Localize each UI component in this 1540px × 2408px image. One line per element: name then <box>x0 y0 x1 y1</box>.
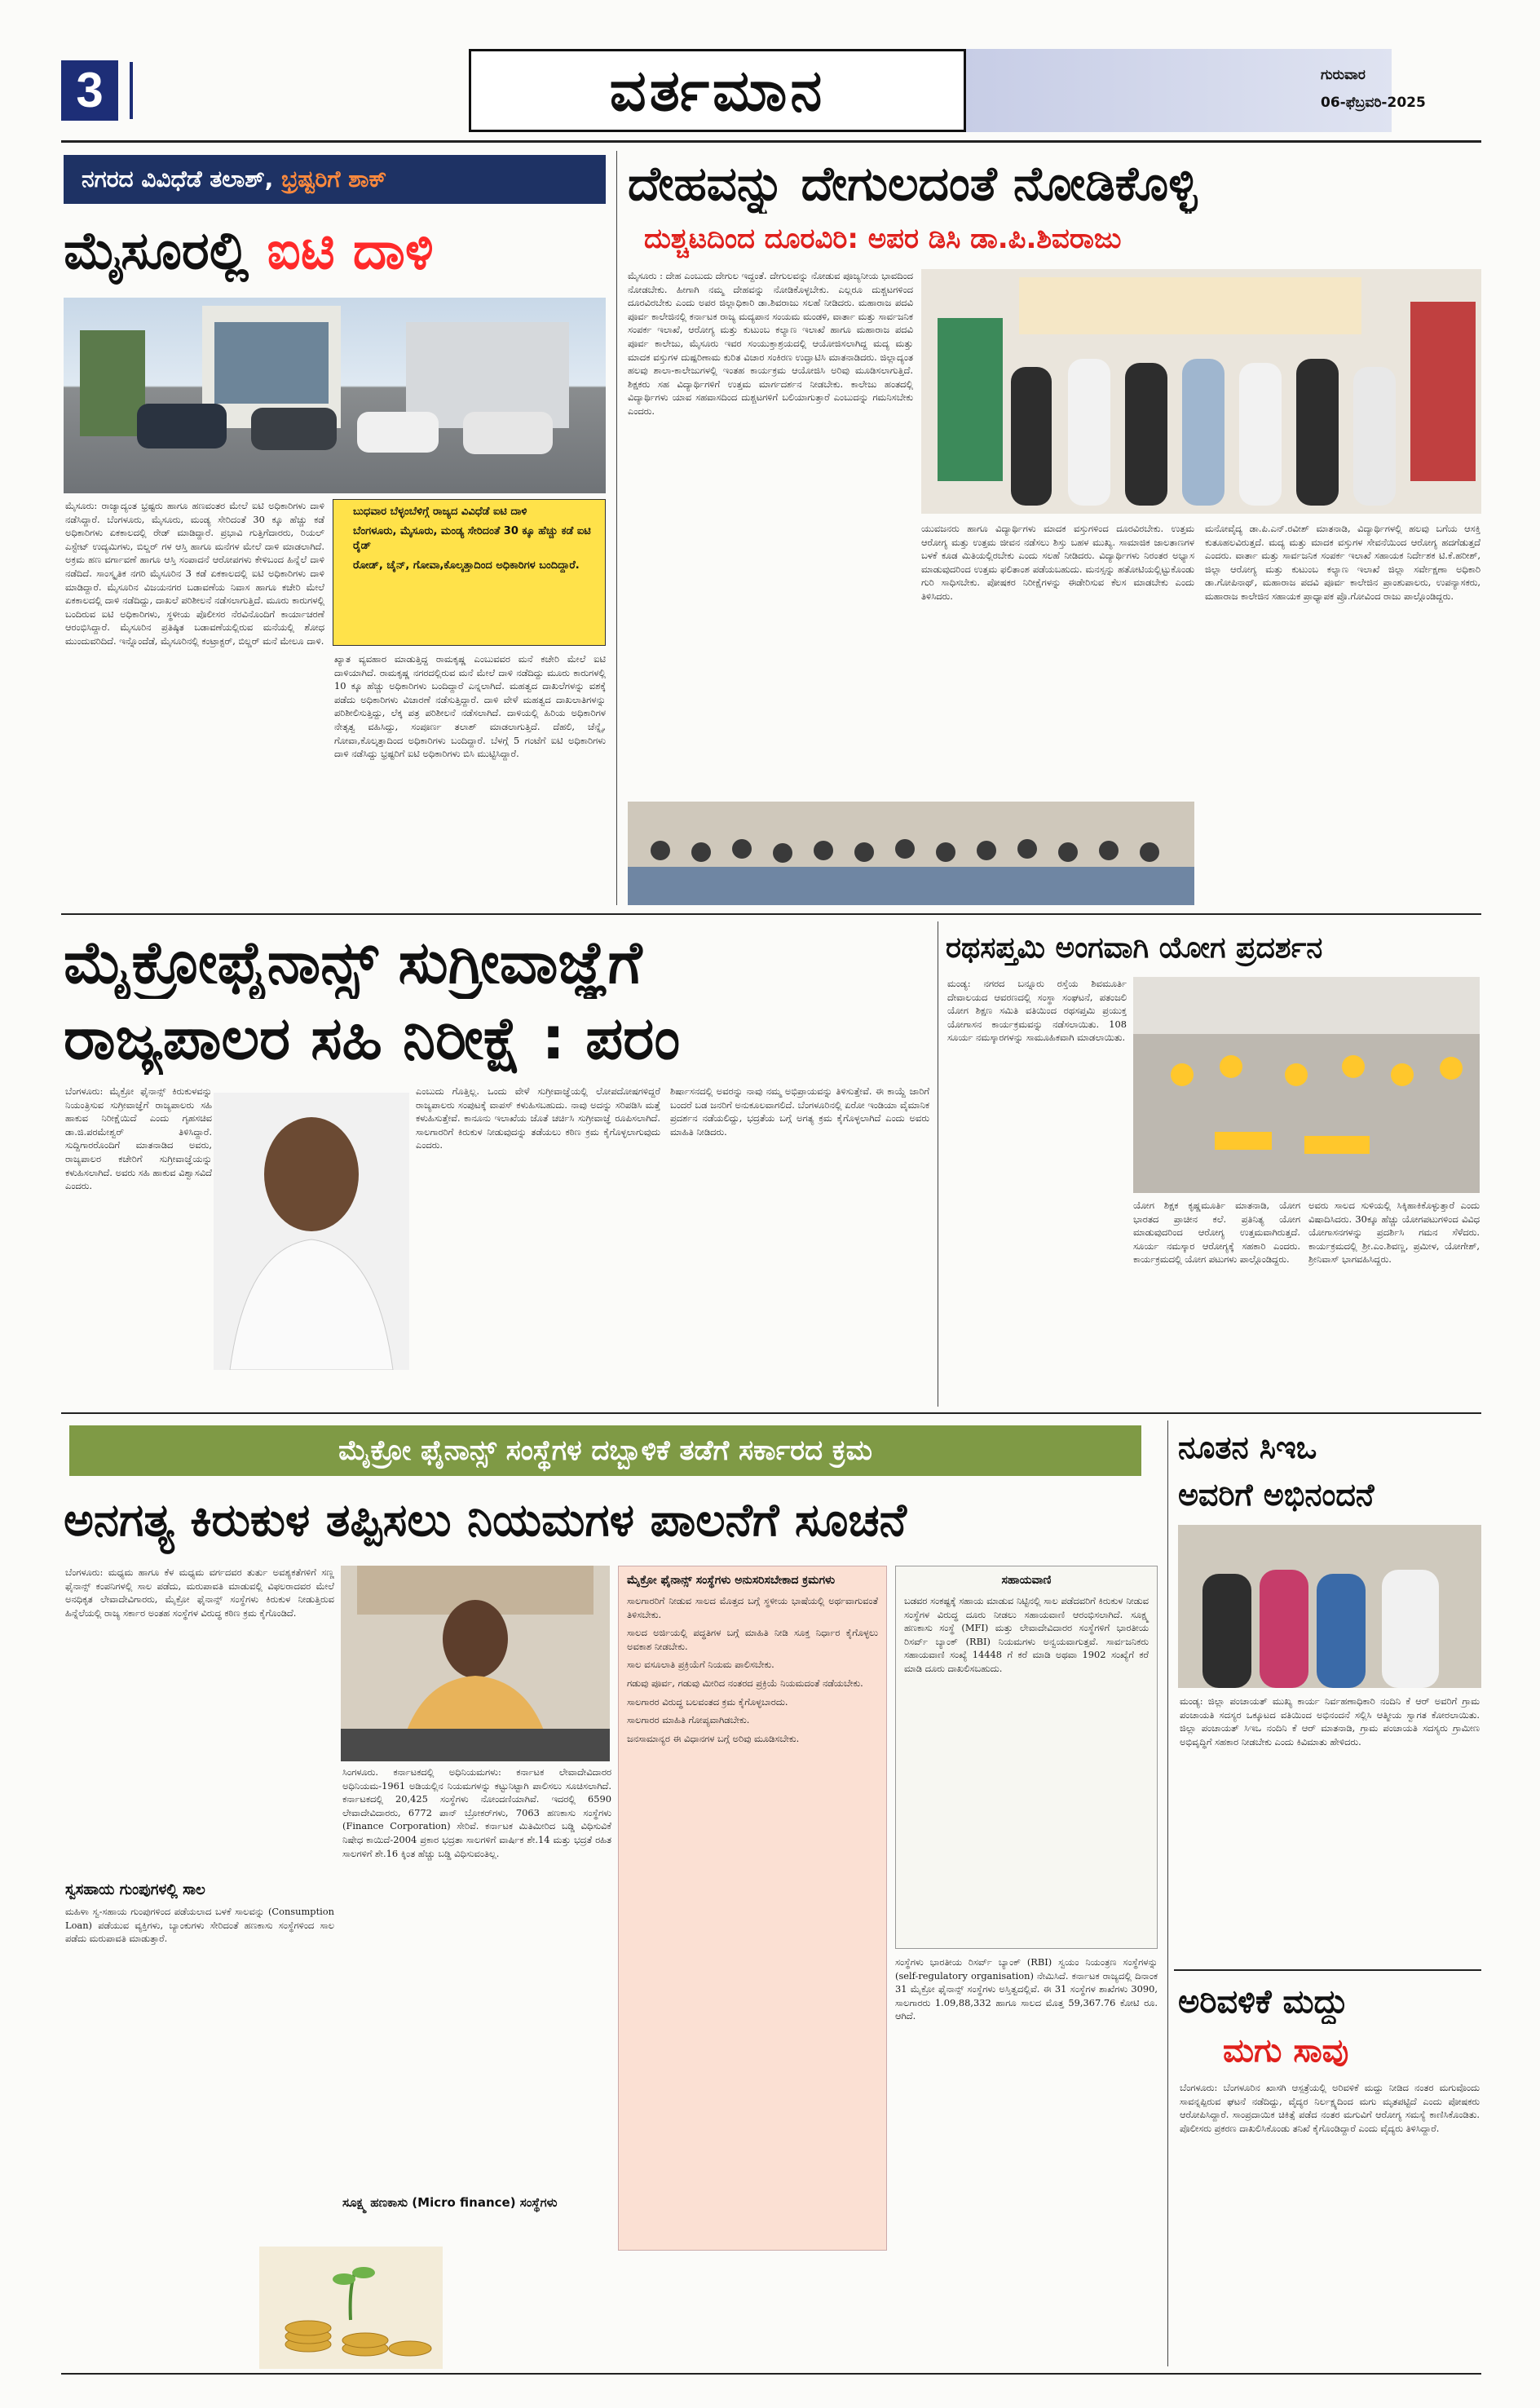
temple-headline: ದೇಹವನ್ನು ದೇಗುಲದಂತೆ ನೋಡಿಕೊಳ್ಳಿ <box>628 156 1198 211</box>
minister-portrait <box>214 1093 409 1370</box>
ceo-scene <box>1178 1525 1481 1688</box>
temple-col1: ಮೈಸೂರು : ದೇಹ ಎಂಬುದು ದೇಗುಲ ಇದ್ದಂತೆ. ದೇಗುಲವನ್ನು ನೋಡುವ ಪೂಜ್ಯನೀಯ ಭಾವದಿಂದ ನೋಡಬೇಕು. ಹೀಗಾಗಿ ನಮ್ಮ ದೇಹವನ್ನು ನೋಡಿಕೊಳ್ಳಬೇಕು. ಎಲ್ಲರೂ ದುಶ್ಚಟಗಳಿಂದ ದೂರವಿರಬೇಕು ಎಂದು ಅಪರ ಜಿಲ್ಲಾಧಿಕಾರಿ ಡಾ.ಶಿವರಾಜು ಸಲಹೆ ನೀಡಿದರು. ಮಹಾರಾಜ ಪದವಿ ಪೂರ್ವ ಕಾಲೇಜಿನಲ್ಲಿ ಕರ್ನಾಟಕ ರಾಜ್ಯ ಮದ್ಯಪಾನ ಸಂಯಮ ಮಂಡಳಿ, ವಾರ್ತಾ ಮತ್ತು ಸಾರ್ವಜನಿಕ ಸಂಪರ್ಕ ಇಲಾಖೆ, ಆರೋಗ್ಯ ಮತ್ತು ಕುಟುಂಬ ಕಲ್ಯಾಣ ಇಲಾಖೆ ಹಾಗೂ ಮಹಾರಾಜ ಪದವಿ ಪೂರ್ವ ಕಾಲೇಜು, ಮೈಸೂರು ಇವರ ಸಂಯುಕ್ತಾಶ್ರಯದಲ್ಲಿ ಆಯೋಜಿಸಲಾಗಿದ್ದ ಮದ್ಯ ಮತ್ತು ಮಾದಕ ವಸ್ತುಗಳ ದುಷ್ಪರಿಣಾಮ ಕುರಿತ ವಿಚಾರ ಸಂಕಿರಣ ಉದ್ಘಾಟಿಸಿ ಮಾತನಾಡಿದರು. ಜಿಲ್ಲಾದ್ಯಂತ ಹಲವು ಶಾಲಾ-ಕಾಲೇಜುಗಳಲ್ಲಿ ಇಂತಹ ಕಾರ್ಯಕ್ರಮ ಆಯೋಜಿಸಿ ಅರಿವು ಮೂಡಿಸಲಾಗುತ್ತಿದೆ. ಶಿಕ್ಷಕರು ಸಹ ವಿದ್ಯಾರ್ಥಿಗಳಿಗೆ ಉತ್ತಮ ಮಾರ್ಗದರ್ಶನ ನೀಡಬೇಕು. ಕಾಲೇಜು ಹಂತದಲ್ಲಿ ವಿದ್ಯಾರ್ಥಿಗಳು ಯಾವ ಸಹವಾಸದಿಂದ ದುಶ್ಚಟಗಳಿಗೆ ಬಲಿಯಾಗುತ್ತಾರೆ ಎಂಬುದನ್ನು ಗಮನಿಸಬೇಕು ಎಂದರು. <box>628 270 913 417</box>
yoga-headline: ರಥಸಪ್ತಮಿ ಅಂಗವಾಗಿ ಯೋಗ ಪ್ರದರ್ಶನ <box>946 931 1323 965</box>
yoga-photo <box>1133 977 1480 1193</box>
column-divider <box>1167 1420 1168 2366</box>
ceo-headline-2: ಅವರಿಗೆ ಅಭಿನಂದನೆ <box>1178 1477 1375 1513</box>
param-col3: ಶಿರ್ಷಾಸನದಲ್ಲಿ ಅವರನ್ನು ನಾವು ನಮ್ಮ ಅಭಿಪ್ರಾಯವನ್ನು ತಿಳಿಸುತ್ತೇವೆ. ಈ ಕಾಯ್ದೆ ಜಾರಿಗೆ ಬಂದರೆ ಬಡ ಜನರಿಗೆ ಅನುಕೂಲವಾಗಲಿದೆ. ಬೆಂಗಳೂರಿನಲ್ಲಿ ಏರೋ ಇಂಡಿಯಾ ವೈಮಾನಿಕ ಪ್ರದರ್ಶನ ನಡೆಯಲಿದ್ದು, ಭದ್ರತೆಯ ಬಗ್ಗೆ ಅಗತ್ಯ ಕ್ರಮ ಕೈಗೊಳ್ಳಲಾಗಿದೆ ಎಂದು ಅವರು ಮಾಹಿತಿ ನೀಡಿದರು. <box>670 1085 929 1138</box>
section-rule <box>61 1412 1481 1414</box>
mf-col1b: ಮಹಿಳಾ ಸ್ವ-ಸಹಾಯ ಗುಂಪುಗಳಿಂದ ಪಡೆಯಲಾದ ಬಳಕೆ ಸಾಲವನ್ನು (Consumption Loan) ಪಡೆಯುವ ವ್ಯಕ್ತಿಗಳು, ಬ್ಯಾಂಕುಗಳು ಸೇರಿದಂತೆ ಹಣಕಾಸು ಸಂಸ್ಥೆಗಳಿಂದ ಸಾಲ ಪಡೆದು ಮರುಪಾವತಿ ಮಾಡುತ್ತಾರೆ. <box>65 1906 334 1945</box>
ceo-photo <box>1178 1525 1481 1688</box>
temple-col2: ಯುವಜನರು ಹಾಗೂ ವಿದ್ಯಾರ್ಥಿಗಳು ಮಾದಕ ವಸ್ತುಗಳಿಂದ ದೂರವಿರಬೇಕು. ಉತ್ತಮ ಆರೋಗ್ಯ ಮತ್ತು ಉತ್ತಮ ಜೀವನ ನಡೆಸಲು ಶಿಸ್ತು ಬಹಳ ಮುಖ್ಯ. ಸಾಮಾಜಿಕ ಜಾಲತಾಣಗಳ ಬಳಕೆ ಕೂಡ ಮಿತಿಯಲ್ಲಿರಬೇಕು ಎಂದು ಸಲಹೆ ನೀಡಿದರು. ವಿದ್ಯಾರ್ಥಿಗಳು ನಿರಂತರ ಅಭ್ಯಾಸ ಮಾಡುವುದರಿಂದ ಉತ್ತಮ ಫಲಿತಾಂಶ ಪಡೆಯಬಹುದು. ಮನಸ್ಸನ್ನು ಹತೋಟಿಯಲ್ಲಿಟ್ಟುಕೊಂಡು ಗುರಿ ಸಾಧಿಸಬೇಕು. ಪೋಷಕರ ನಿರೀಕ್ಷೆಗಳನ್ನು ಈಡೇರಿಸುವ ಕೆಲಸ ಮಾಡಬೇಕು ಎಂದು ತಿಳಿಸಿದರು. <box>921 523 1194 602</box>
param-photo <box>214 1093 409 1370</box>
highlight-item: ಬುಧವಾರ ಬೆಳ್ಳಂಬೆಳಿಗ್ಗೆ ರಾಜ್ಯದ ವಿವಿಧೆಡೆ ಐಟಿ ದಾಳಿ <box>353 506 527 518</box>
param-col1: ಬೆಂಗಳೂರು: ಮೈಕ್ರೋ ಫೈನಾನ್ಸ್ ಕಿರುಕುಳವನ್ನು ನಿಯಂತ್ರಿಸುವ ಸುಗ್ರೀವಾಜ್ಞೆಗೆ ರಾಜ್ಯಪಾಲರು ಸಹಿ ಹಾಕುವ ನಿರೀಕ್ಷೆಯಿದೆ ಎಂದು ಗೃಹಸಚಿವ ಡಾ.ಜಿ.ಪರಮೇಶ್ವರ್ ತಿಳಿಸಿದ್ದಾರೆ. ಸುದ್ದಿಗಾರರೊಂದಿಗೆ ಮಾತನಾಡಿದ ಅವರು, ರಾಜ್ಯಪಾಲರ ಕಚೇರಿಗೆ ಸುಗ್ರೀವಾಜ್ಞೆಯನ್ನು ಕಳುಹಿಸಲಾಗಿದೆ. ಅವರು ಸಹಿ ಹಾಕುವ ವಿಶ್ವಾಸವಿದೆ ಎಂದರು. <box>65 1085 212 1192</box>
mf-col4: ಸಂಸ್ಥೆಗಳು ಭಾರತೀಯ ರಿಸರ್ವ್ ಬ್ಯಾಂಕ್ (RBI) ಸ್ವಯಂ ನಿಯಂತ್ರಣ ಸಂಸ್ಥೆಗಳನ್ನು (self-regulatory organisation) ನೇಮಿಸಿದೆ. ಕರ್ನಾಟಕ ರಾಜ್ಯದಲ್ಲಿ ದಿನಾಂಕ 31 ಮೈಕ್ರೋ ಫೈನಾನ್ಸ್ ಸಂಸ್ಥೆಗಳು ಅಸ್ತಿತ್ವದಲ್ಲಿವೆ. ಈ 31 ಸಂಸ್ಥೆಗಳ ಶಾಖೆಗಳು 3090, ಸಾಲಗಾರರು 1.09,88,332 ಹಾಗೂ ಸಾಲದ ಮೊತ್ತ 59,367.76 ಕೋಟಿ ರೂ. ಆಗಿದೆ. <box>895 1956 1158 2022</box>
mf-coins-photo <box>259 2247 443 2369</box>
page-number: 3 <box>61 60 118 121</box>
masthead-day: ಗುರುವಾರ <box>1321 67 1366 83</box>
list-item: ಸಾಲಗಾರರ ಮಾಹಿತಿ ಗೋಪ್ಯವಾಗಿಡಬೇಕು. <box>627 1714 750 1726</box>
temple-col3: ಮನೋವೈದ್ಯ ಡಾ.ಪಿ.ಎನ್.ರವೀಶ್ ಮಾತನಾಡಿ, ವಿದ್ಯಾರ್ಥಿಗಳಲ್ಲಿ ಹಲವು ಬಗೆಯ ಆಸಕ್ತಿ ಕುತೂಹಲವಿರುತ್ತದೆ. ಮದ್ಯ ಮತ್ತು ಮಾದಕ ವಸ್ತುಗಳ ಸೇವನೆಯಿಂದ ಆರೋಗ್ಯ ಹದಗೆಡುತ್ತದೆ ಎಂದರು. ವಾರ್ತಾ ಮತ್ತು ಸಾರ್ವಜನಿಕ ಸಂಪರ್ಕ ಇಲಾಖೆ ಸಹಾಯಕ ನಿರ್ದೇಶಕ ಟಿ.ಕೆ.ಹರೀಶ್, ಜಿಲ್ಲಾ ಆರೋಗ್ಯ ಮತ್ತು ಕುಟುಂಬ ಕಲ್ಯಾಣ ಇಲಾಖೆ ಜಿಲ್ಲಾ ಸರ್ವೇಕ್ಷಣಾ ಅಧಿಕಾರಿ ಡಾ.ಗೋಪಿನಾಥ್, ಮಹಾರಾಜ ಪದವಿ ಪೂರ್ವ ಕಾಲೇಜಿನ ಪ್ರಾಂಶುಪಾಲರು, ಉಪನ್ಯಾಸಕರು, ಮಹಾರಾಜ ಕಾಲೇಜಿನ ಸಹಾಯಕ ಪ್ರಾಧ್ಯಾಪಕ ಪ್ರೊ.ಗೋವಿಂದ ರಾಜು ಪಾಲ್ಗೊಂಡಿದ್ದರು. <box>1205 523 1480 602</box>
yoga-scene <box>1133 977 1480 1193</box>
minister-portrait-2 <box>341 1566 610 1761</box>
yoga-col3: ಅವರು ಸಾಲದ ಸುಳಿಯಲ್ಲಿ ಸಿಕ್ಕಿಹಾಕಿಕೊಳ್ಳುತ್ತಾರೆ ಎಂದು ವಿಷಾದಿಸಿದರು. 30ಕ್ಕೂ ಹೆಚ್ಚು ಯೋಗಪಟುಗಳಿಂದ ವಿವಿಧ ಯೋಗಾಸನಗಳನ್ನು ಪ್ರದರ್ಶಿಸಿ ಗಮನ ಸೆಳೆದರು. ಕಾರ್ಯಕ್ರಮದಲ್ಲಿ ಶ್ರೀ.ಎಂ.ಶಿವಣ್ಣ, ಪ್ರಮೀಳ, ಯೋಗೇಶ್, ಶ್ರೀನಿವಾಸ್ ಭಾಗವಹಿಸಿದ್ದರು. <box>1308 1200 1480 1266</box>
mf-box1 <box>618 1566 887 2251</box>
mf-box1-title: ಮೈಕ್ರೋ ಫೈನಾನ್ಸ್ ಸಂಸ್ಥೆಗಳು ಅನುಸರಿಸಬೇಕಾದ ಕ್ರಮಗಳು <box>627 1574 836 1587</box>
temple-photo-scene <box>921 269 1481 514</box>
masthead-strip <box>966 49 1392 132</box>
it-raid-photo-scene <box>64 298 606 493</box>
it-raid-headline <box>64 210 606 292</box>
it-raid-photo <box>64 298 606 493</box>
column-divider <box>616 151 617 905</box>
mf-box2-title: ಸಹಾಯವಾಣಿ <box>1001 1574 1052 1587</box>
it-raid-kicker-main: ನಗರದ ವಿವಿಧೆಡೆ ತಲಾಶ್, <box>82 166 282 192</box>
mf-box2-text: ಬಡವರ ಸಂಕಷ್ಟಕ್ಕೆ ಸಹಾಯ ಮಾಡುವ ನಿಟ್ಟಿನಲ್ಲಿ ಸಾಲ ಪಡೆದವರಿಗೆ ಕಿರುಕುಳ ನೀಡುವ ಸಂಸ್ಥೆಗಳ ವಿರುದ್ಧ ದೂರು ನೀಡಲು ಸಹಾಯವಾಣಿ ಆರಂಭಿಸಲಾಗಿದೆ. ಸೂಕ್ಷ್ಮ ಹಣಕಾಸು ಸಂಸ್ಥೆ (MFI) ಮತ್ತು ಲೇವಾದೇವಿದಾರರ ಸಂಸ್ಥೆಗಳಿಗೆ ಭಾರತೀಯ ರಿಸರ್ವ್ ಬ್ಯಾಂಕ್ (RBI) ನಿಯಮಗಳು ಅನ್ವಯವಾಗುತ್ತವೆ. ಸಾರ್ವಜನಿಕರು ಸಹಾಯವಾಣಿ ಸಂಖ್ಯೆ 14448 ಗೆ ಕರೆ ಮಾಡಿ ಅಥವಾ 1902 ಸಂಖ್ಯೆಗೆ ಕರೆ ಮಾಡಿ ದೂರು ದಾಖಲಿಸಬಹುದು. <box>904 1595 1149 1674</box>
it-raid-headline-accent: ಐಟಿ ದಾಳಿ <box>267 221 434 281</box>
masthead-title: ವರ್ತಮಾನ <box>469 49 966 132</box>
param-col2: ಎಂಬುದು ಗೊತ್ತಿಲ್ಲ. ಒಂದು ವೇಳೆ ಸುಗ್ರೀವಾಜ್ಞೆಯಲ್ಲಿ ಲೋಪದೋಷಗಳಿದ್ದರೆ ರಾಜ್ಯಪಾಲರು ಸಂಪುಟಕ್ಕೆ ವಾಪಸ್ ಕಳುಹಿಸಬಹುದು. ನಾವು ಅದನ್ನು ಸರಿಪಡಿಸಿ ಮತ್ತೆ ಕಳುಹಿಸುತ್ತೇವೆ. ಕಾನೂನು ಇಲಾಖೆಯ ಜೊತೆ ಚರ್ಚಿಸಿ ಸುಗ್ರೀವಾಜ್ಞೆ ರೂಪಿಸಲಾಗಿದೆ. ಸಾಲಗಾರರಿಗೆ ಕಿರುಕುಳ ನೀಡುವುದನ್ನು ತಡೆಯಲು ಕಠಿಣ ಕ್ರಮ ಕೈಗೊಳ್ಳಲಾಗುವುದು ಎಂದರು. <box>416 1085 660 1151</box>
mf-box2 <box>895 1566 1158 1949</box>
yoga-col2: ಯೋಗ ಶಿಕ್ಷಕ ಕೃಷ್ಣಮೂರ್ತಿ ಮಾತನಾಡಿ, ಯೋಗ ಭಾರತದ ಪ್ರಾಚೀನ ಕಲೆ. ಪ್ರತಿನಿತ್ಯ ಯೋಗ ಮಾಡುವುದರಿಂದ ಆರೋಗ್ಯ ಉತ್ತಮವಾಗಿರುತ್ತದೆ. ಸೂರ್ಯ ನಮಸ್ಕಾರ ಆರೋಗ್ಯಕ್ಕೆ ಸಹಕಾರಿ ಎಂದರು. ಕಾರ್ಯಕ್ರಮದಲ್ಲಿ ಯೋಗ ಪಟುಗಳು ಪಾಲ್ಗೊಂಡಿದ್ದರು. <box>1133 1200 1300 1266</box>
ceo-text: ಮಂಡ್ಯ: ಜಿಲ್ಲಾ ಪಂಚಾಯತ್ ಮುಖ್ಯ ಕಾರ್ಯ ನಿರ್ವಹಣಾಧಿಕಾರಿ ನಂದಿನಿ ಕೆ ಆರ್ ಅವರಿಗೆ ಗ್ರಾಮ ಪಂಚಾಯತಿ ಸದಸ್ಯರ ಒಕ್ಕೂಟದ ವತಿಯಿಂದ ಅಭಿನಂದನೆ ಸಲ್ಲಿಸಿ ಆತ್ಮೀಯ ಸ್ವಾಗತ ಕೋರಲಾಯಿತು. ಜಿಲ್ಲಾ ಪಂಚಾಯತ್ ಸಿಇಒ ನಂದಿನಿ ಕೆ ಆರ್ ಮಾತನಾಡಿ, ಗ್ರಾಮ ಪಂಚಾಯತಿ ಸದಸ್ಯರು ಗ್ರಾಮೀಣ ಅಭಿವೃದ್ಧಿಗೆ ಸಹಕಾರ ನೀಡಬೇಕು ಎಂದು ಕಿವಿಮಾತು ಹೇಳಿದರು. <box>1180 1695 1480 1747</box>
list-item: ಗಡುವು ಪೂರ್ವ, ಗಡುವು ಮೀರಿದ ನಂತರದ ಪ್ರಕ್ರಿಯೆ ನಿಯಮದಂತೆ ನಡೆಯಬೇಕು. <box>627 1677 863 1689</box>
child-text: ಬೆಂಗಳೂರು: ಬೆಂಗಳೂರಿನ ಖಾಸಗಿ ಆಸ್ಪತ್ರೆಯಲ್ಲಿ ಅರಿವಳಿಕೆ ಮದ್ದು ನೀಡಿದ ನಂತರ ಮಗುವೊಂದು ಸಾವನ್ನಪ್ಪಿರುವ ಘಟನೆ ನಡೆದಿದ್ದು, ವೈದ್ಯರ ನಿರ್ಲಕ್ಷ್ಯದಿಂದ ಮಗು ಮೃತಪಟ್ಟಿದೆ ಎಂದು ಪೋಷಕರು ಆರೋಪಿಸಿದ್ದಾರೆ. ಸಾಂಪ್ರದಾಯಿಕ ಚಿಕಿತ್ಸೆ ಪಡೆದ ನಂತರ ಮಗುವಿಗೆ ಆರೋಗ್ಯ ಸಮಸ್ಯೆ ಕಾಣಿಸಿಕೊಂಡಿತು. ಪೊಲೀಸರು ಪ್ರಕರಣ ದಾಖಲಿಸಿಕೊಂಡು ತನಿಖೆ ಕೈಗೊಂಡಿದ್ದಾರೆ ಎಂದು ವೈದ್ಯರು ತಿಳಿಸಿದ್ದಾರೆ. <box>1180 2082 1480 2134</box>
highlight-item: ರೋಡ್, ಚೈನ್, ಗೋವಾ,ಕೊಲ್ಕತ್ತಾದಿಂದ ಅಧಿಕಾರಿಗಳ ಬಂದಿದ್ದಾರೆ. <box>353 559 580 572</box>
mf-banner: ಮೈಕ್ರೋ ಫೈನಾನ್ಸ್ ಸಂಸ್ಥೆಗಳ ದಬ್ಬಾಳಿಕೆ ತಡೆಗೆ ಸರ್ಕಾರದ ಕ್ರಮ <box>69 1425 1141 1476</box>
ceo-headline-1: ನೂತನ ಸಿಇಒ <box>1178 1429 1317 1465</box>
temple-audience-scene <box>628 802 1194 905</box>
it-raid-headline-main: ಮೈಸೂರಲ್ಲಿ <box>64 221 267 281</box>
mf-headline: ಅನಗತ್ಯ ಕಿರುಕುಳ ತಪ್ಪಿಸಲು ನಿಯಮಗಳ ಪಾಲನೆಗೆ ಸೂಚನೆ <box>64 1494 907 1547</box>
it-raid-highlights <box>333 499 606 646</box>
mf-col1: ಬೆಂಗಳೂರು: ಮಧ್ಯಮ ಹಾಗೂ ಕೆಳ ಮಧ್ಯಮ ವರ್ಗದವರ ತುರ್ತು ಅವಶ್ಯಕತೆಗಳಿಗೆ ಸಣ್ಣ ಫೈನಾನ್ಸ್ ಕಂಪನಿಗಳಲ್ಲಿ ಸಾಲ ಪಡೆದು, ಮರುಪಾವತಿ ಮಾಡುವಲ್ಲಿ ವಿಫಲರಾದವರ ಮೇಲೆ ಅನಧಿಕೃತ ಲೇವಾದೇವಿಗಾರರು, ಮೈಕ್ರೋ ಫೈನಾನ್ಸ್ ಸಂಸ್ಥೆಗಳು ಕಿರುಕುಳ ನೀಡುತ್ತಿರುವ ಹಿನ್ನೆಲೆಯಲ್ಲಿ ರಾಜ್ಯ ಸರ್ಕಾರ ಅಂತಹ ಸಂಸ್ಥೆಗಳ ವಿರುದ್ಧ ಕಠಿಣ ಕ್ರಮ ಕೈಗೊಂಡಿದೆ. <box>65 1566 334 1619</box>
it-raid-kicker <box>64 155 606 204</box>
page-number-divider <box>130 62 133 119</box>
masthead-date: 06-ಫೆಬ್ರವರಿ-2025 <box>1321 95 1426 111</box>
yoga-col1: ಮಂಡ್ಯ: ನಗರದ ಬನ್ನೂರು ರಸ್ತೆಯ ಶಿವಮೂರ್ತಿ ದೇವಾಲಯದ ಆವರಣದಲ್ಲಿ ಸಂಸ್ಥಾ ಸಂಘಟನೆ, ಪತಂಜಲಿ ಯೋಗ ಶಿಕ್ಷಣ ಸಮಿತಿ ವತಿಯಿಂದ ರಥಸಪ್ತಮಿ ಪ್ರಯುಕ್ತ ಯೋಗಾಸನ ಕಾರ್ಯಕ್ರಮವನ್ನು ನಡೆಸಲಾಯಿತು. 108 ಸೂರ್ಯ ನಮಸ್ಕಾರಗಳನ್ನು ಸಾಮೂಹಿಕವಾಗಿ ಮಾಡಲಾಯಿತು. <box>947 978 1127 1044</box>
footer-rule <box>61 2373 1481 2375</box>
coins-icon <box>259 2247 443 2369</box>
it-raid-kicker-accent: ಭ್ರಷ್ಟರಿಗೆ ಶಾಕ್ <box>281 166 387 192</box>
list-item: ಜನಸಾಮಾನ್ಯರ ಈ ವಿಧಾನಗಳ ಬಗ್ಗೆ ಅರಿವು ಮೂಡಿಸಬೇಕು. <box>627 1732 800 1744</box>
mf-sub2: ಸೂಕ್ಷ್ಮ ಹಣಕಾಸು (Micro finance) ಸಂಸ್ಥೆಗಳು <box>342 2195 558 2210</box>
it-raid-col1: ಮೈಸೂರು: ರಾಜ್ಯಾದ್ಯಂತ ಭ್ರಷ್ಟರು ಹಾಗೂ ಹಣವಂತರ ಮೇಲೆ ಐಟಿ ಅಧಿಕಾರಿಗಳು ದಾಳಿ ನಡೆಸಿದ್ದಾರೆ. ಬೆಂಗಳೂರು, ಮೈಸೂರು, ಮಂಡ್ಯ ಸೇರಿದಂತೆ 30 ಕ್ಕೂ ಹೆಚ್ಚು ಕಡೆ ಅಧಿಕಾರಿಗಳು ಏಕಕಾಲದಲ್ಲಿ ರೇಡ್ ಮಾಡಿದ್ದಾರೆ. ಪ್ರಭಾವಿ ಗುತ್ತಿಗೆದಾರರು, ರಿಯಲ್ ಎಸ್ಟೇಟ್ ಉದ್ಯಮಿಗಳು, ಬಿಲ್ಡರ್ ಗಳ ಆಸ್ತಿ ಹಾಗೂ ಮನೆಗಳ ಮೇಲೆ ದಾಳಿ ಮಾಡಲಾಗಿದೆ. ಅಕ್ರಮ ಹಣ ವರ್ಗಾವಣೆ ಹಾಗೂ ಆಸ್ತಿ ಸಂಪಾದನೆ ಆರೋಪಗಳು ಕೇಳಿಬಂದ ಹಿನ್ನೆಲೆ ದಾಳಿ ನಡೆದಿದೆ. ಸಾಂಸ್ಕೃತಿಕ ನಗರಿ ಮೈಸೂರಿನ 3 ಕಡೆ ಏಕಕಾಲದಲ್ಲಿ ಐಟಿ ಅಧಿಕಾರಿಗಳು ದಾಳಿ ಮಾಡಿದ್ದಾರೆ. ಮೈಸೂರಿನ ವಿಜಯನಗರ ಬಡಾವಣೆಯ ನಿವಾಸ ಹಾಗೂ ಕಚೇರಿ ಮೇಲೆ ಏಕಕಾಲದಲ್ಲಿ ದಾಳಿ ನಡೆದಿದ್ದು, ದಾಖಲೆ ಪರಿಶೀಲನೆ ನಡೆಸಲಾಗುತ್ತಿದೆ. ಮೂರು ಕಾರುಗಳಲ್ಲಿ ಬಂದಿರುವ ಐಟಿ ಅಧಿಕಾರಿಗಳು, ಸ್ಥಳೀಯ ಪೊಲೀಸರ ನೆರವಿನೊಂದಿಗೆ ಕಾರ್ಯಾಚರಣೆ ಆರಂಭಿಸಿದ್ದಾರೆ. ಮೈಸೂರಿನ ಪ್ರತಿಷ್ಠಿತ ಬಡಾವಣೆಯಲ್ಲಿರುವ ಮನೆಯಲ್ಲಿ ಶೋಧ ಮುಂದುವರಿದಿದೆ. ಇನ್ನೊಂದೆಡೆ, ಮೈಸೂರಿನಲ್ಲಿ ಕಂಟ್ರಾಕ್ಟರ್, ಬಿಲ್ಡರ್ ಮನೆ ಮೇಲೂ ದಾಳಿ. <box>65 500 324 647</box>
temple-subhead: ದುಶ್ಚಟದಿಂದ ದೂರವಿರಿ: ಅಪರ ಡಿಸಿ ಡಾ.ಪಿ.ಶಿವರಾಜು <box>644 223 1122 255</box>
highlight-item: ಬೆಂಗಳೂರು, ಮೈಸೂರು, ಮಂಡ್ಯ ಸೇರಿದಂತೆ 30 ಕ್ಕೂ ಹೆಚ್ಚು ಕಡೆ ಐಟಿ ರೈಡ್ <box>353 525 591 552</box>
child-headline-1: ಅರಿವಳಿಕೆ ಮದ್ದು <box>1178 1983 1348 2021</box>
list-item: ಸಾಲಗಾರರ ವಿರುದ್ಧ ಬಲವಂತದ ಕ್ರಮ ಕೈಗೊಳ್ಳಬಾರದು. <box>627 1695 788 1708</box>
param-headline-2: ರಾಜ್ಯಪಾಲರ ಸಹಿ ನಿರೀಕ್ಷೆ : ಪರಂ <box>64 1004 681 1072</box>
mf-sub1: ಸ್ವಸಹಾಯ ಗುಂಪುಗಳಲ್ಲಿ ಸಾಲ <box>65 1881 205 1898</box>
it-raid-col2: ಖ್ಯಾತ ವ್ಯವಹಾರ ಮಾಡುತ್ತಿದ್ದ ರಾಮಕೃಷ್ಣ ಎಂಬುವವರ ಮನೆ ಕಚೇರಿ ಮೇಲೆ ಐಟಿ ದಾಳಿಯಾಗಿದೆ. ರಾಮಕೃಷ್ಣ ನಗರದಲ್ಲಿರುವ ಮನೆ ಮೇಲೆ ದಾಳಿ ನಡೆದಿದ್ದು ಮೂರು ಕಾರುಗಳಲ್ಲಿ 10 ಕ್ಕೂ ಹೆಚ್ಚು ಅಧಿಕಾರಿಗಳು ಬಂದಿದ್ದಾರೆ ಎನ್ನಲಾಗಿದೆ. ಮಹತ್ವದ ದಾಖಲೆಗಳನ್ನು ವಶಕ್ಕೆ ಪಡೆದು ಅಧಿಕಾರಿಗಳು ವಿಚಾರಣೆ ನಡೆಸುತ್ತಿದ್ದಾರೆ. ದಾಳಿ ವೇಳೆ ಮಹತ್ವದ ದಾಖಲಾತಿಗಳನ್ನು ಪರಿಶೀಲಿಸುತ್ತಿದ್ದು, ಲೆಕ್ಕ ಪತ್ರ ಪರಿಶೀಲನೆ ನಡೆಸಲಾಗಿದೆ. ದಾಳಿಯಲ್ಲಿ ಹಿರಿಯ ಅಧಿಕಾರಿಗಳ ನೇತೃತ್ವ ವಹಿಸಿದ್ದು, ಸಂಪೂರ್ಣ ತಲಾಶ್ ಮಾಡಲಾಗುತ್ತಿದೆ. ದೆಹಲಿ, ಚೆನ್ನೈ, ಗೋವಾ,ಕೊಲ್ಕತ್ತಾದಿಂದ ಅಧಿಕಾರಿಗಳು ಬಂದಿದ್ದಾರೆ. ಬೆಳಗ್ಗೆ 5 ಗಂಟೆಗೆ ಐಟಿ ಅಧಿಕಾರಿಗಳು ದಾಳಿ ನಡೆಸಿದ್ದು ಭ್ರಷ್ಟರಿಗೆ ಐಟಿ ಅಧಿಕಾರಿಗಳು ಬಿಸಿ ಮುಟ್ಟಿಸಿದ್ದಾರೆ. <box>334 653 606 760</box>
list-item: ಸಾಲ ವಸೂಲಾತಿ ಪ್ರಕ್ರಿಯೆಗೆ ನಿಯಮ ಪಾಲಿಸಬೇಕು. <box>627 1659 774 1671</box>
param-headline-1: ಮೈಕ್ರೋಫೈನಾನ್ಸ್ ಸುಗ್ರೀವಾಜ್ಞೆಗೆ <box>64 928 642 996</box>
child-headline-2: ಮಗು ಸಾವು <box>1223 2032 1349 2070</box>
list-item: ಸಾಲಗಾರರಿಗೆ ನೀಡುವ ಸಾಲದ ಮೊತ್ತದ ಬಗ್ಗೆ ಸ್ಥಳೀಯ ಭಾಷೆಯಲ್ಲಿ ಅರ್ಥವಾಗುವಂತೆ ತಿಳಿಸಬೇಕು. <box>627 1595 878 1620</box>
masthead <box>61 49 1481 132</box>
temple-photo-audience <box>628 802 1194 905</box>
temple-photo-stage <box>921 269 1481 514</box>
mf-col2: ಸಿಂಗಳೂರು. ಕರ್ನಾಟಕದಲ್ಲಿ ಅಧಿನಿಯಮಗಳು: ಕರ್ನಾಟಕ ಲೇವಾದೇವಿದಾರರ ಅಧಿನಿಯಮ-1961 ಅಡಿಯಲ್ಲಿನ ನಿಯಮಗಳನ್ನು ಕಟ್ಟುನಿಟ್ಟಾಗಿ ಪಾಲಿಸಲು ಸೂಚಿಸಲಾಗಿದೆ. ಕರ್ನಾಟಕದಲ್ಲಿ 20,425 ಸಂಸ್ಥೆಗಳು ನೋಂದಣಿಯಾಗಿವೆ. ಇದರಲ್ಲಿ 6590 ಲೇವಾದೇವಿದಾರರು, 6772 ಪಾನ್ ಬ್ರೋಕರ್‌ಗಳು, 7063 ಹಣಕಾಸು ಸಂಸ್ಥೆಗಳು (Finance Corporation) ಸೇರಿವೆ. ಕರ್ನಾಟಕ ಮಿತಿಮೀರಿದ ಬಡ್ಡಿ ವಿಧಿಸುವಿಕೆ ನಿಷೇಧ ಕಾಯಿದೆ-2004 ಪ್ರಕಾರ ಭದ್ರತಾ ಸಾಲಗಳಿಗೆ ವಾರ್ಷಿಕ ಶೇ.14 ಮತ್ತು ಭದ್ರತೆ ರಹಿತ ಸಾಲಗಳಿಗೆ ಶೇ.16 ಕ್ಕಿಂತ ಹೆಚ್ಚು ಬಡ್ಡಿ ವಿಧಿಸುವಂತಿಲ್ಲ. <box>342 1766 611 1859</box>
masthead-rule <box>61 140 1481 143</box>
list-item: ಸಾಲದ ಅರ್ಜಿಯಲ್ಲಿ ಪದ್ಧತಿಗಳ ಬಗ್ಗೆ ಮಾಹಿತಿ ನೀಡಿ ಸೂಕ್ತ ನಿರ್ಧಾರ ಕೈಗೊಳ್ಳಲು ಅವಕಾಶ ನೀಡಬೇಕು. <box>627 1627 878 1652</box>
minister-photo <box>341 1566 610 1761</box>
section-rule <box>61 913 1481 915</box>
section-rule <box>1174 1969 1481 1971</box>
